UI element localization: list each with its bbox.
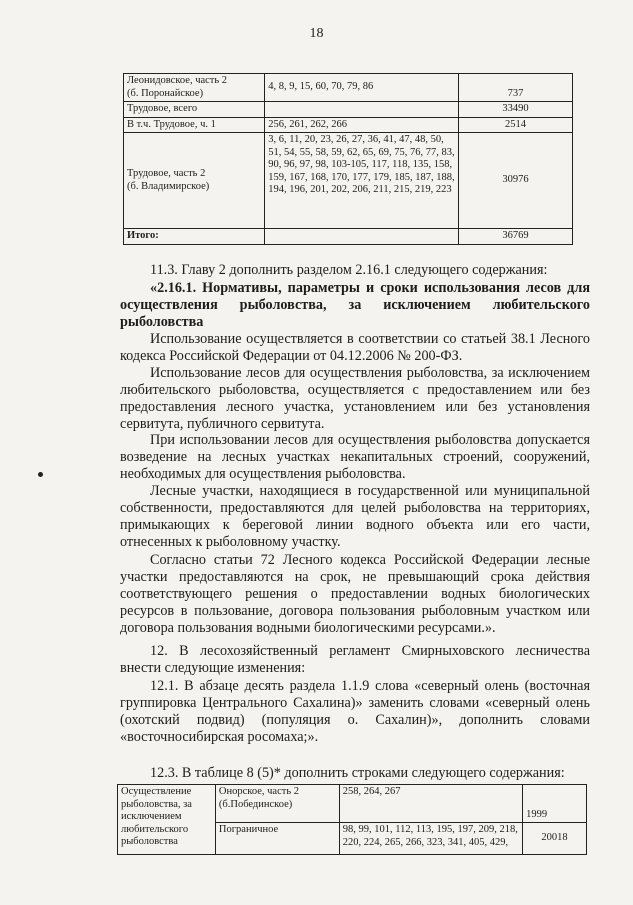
table-row-total bbox=[124, 229, 573, 245]
paragraph: Использование лесов для осуществления рыболовства, за исключением любительского рыболовства, осуществляется с предоставлением или без предоставления лесного участка, установлением или без установления сервитута, публичного сервитута. bbox=[120, 365, 590, 432]
paragraph: Использование осуществляется в соответствии со статьей 38.1 Лесного кодекса Российской Федерации от 04.12.2006 № 200-ФЗ. bbox=[120, 331, 590, 364]
forest-use-table bbox=[117, 784, 587, 855]
cell-blocks: 258, 264, 267 bbox=[339, 785, 522, 823]
cell-area: 36769 bbox=[459, 229, 573, 245]
cell-area: 737 bbox=[459, 74, 573, 102]
cell-name: Леонидовское, часть 2 (б. Поронайское) bbox=[124, 74, 265, 102]
table-row bbox=[124, 133, 573, 229]
paragraph: 12.3. В таблице 8 (5)* дополнить строками следующего содержания: bbox=[150, 765, 565, 781]
paragraph: Согласно статьи 72 Лесного кодекса Российской Федерации лесные участки предоставляются на срок, не превышающий срока действия соответствующего решения о предоставлении водных биологических ресурсов в пользование, договора пользования рыболовным участком или договора пользования водными биологическими ресурсами.». bbox=[120, 552, 590, 636]
table-row bbox=[118, 785, 587, 823]
ink-dot bbox=[38, 472, 43, 477]
paragraph: При использовании лесов для осуществления рыболовства допускается возведение на лесных участках некапитальных строений, сооружений, необходимых для осуществления рыболовства. bbox=[120, 432, 590, 482]
cell-name: В т.ч. Трудовое, ч. 1 bbox=[124, 117, 265, 133]
table-row bbox=[124, 117, 573, 133]
cell-area: 33490 bbox=[459, 102, 573, 118]
section-heading: «2.16.1. Нормативы, параметры и сроки использования лесов для осуществления рыболовства, за исключением любительского рыболовства bbox=[120, 280, 590, 330]
paragraph: 11.3. Главу 2 дополнить разделом 2.16.1 следующего содержания: bbox=[150, 262, 548, 278]
cell-blocks bbox=[265, 229, 459, 245]
cell-blocks bbox=[265, 102, 459, 118]
paragraph: Лесные участки, находящиеся в государственной или муниципальной собственности, предоставляются для целей рыболовства на территориях, примыкающих к береговой линии водного объекта или его части, отнесенных к рыболовному участку. bbox=[120, 483, 590, 550]
paragraph: 12. В лесохозяйственный регламент Смирныховского лесничества внести следующие изменения: bbox=[120, 643, 590, 676]
cell-area: 2514 bbox=[459, 117, 573, 133]
cell-area: 20018 bbox=[523, 823, 587, 855]
cell-name: Онорское, часть 2 (б.Побединское) bbox=[215, 785, 339, 823]
cell-name: Трудовое, часть 2 (б. Владимирское) bbox=[124, 133, 265, 229]
cell-blocks: 3, 6, 11, 20, 23, 26, 27, 36, 41, 47, 48, 50, 51, 54, 55, 58, 59, 62, 65, 69, 75, 76, 77, 83, 90, 96, 97, 98, 103-105, 117, 118, 135, 158, 159, 167, 168, 170, 177, 179, 185, 187, 188, 194, 196, 201, 202, 206, 211, 215, 219, 223 bbox=[265, 133, 459, 229]
cell-area: 1999 bbox=[523, 785, 587, 823]
cell-name: Трудовое, всего bbox=[124, 102, 265, 118]
cell-purpose: Осуществление рыболовства, за исключением любительского рыболовства bbox=[118, 785, 216, 855]
cell-name: Пограничное bbox=[215, 823, 339, 855]
page-number: 18 bbox=[309, 26, 324, 41]
table-row bbox=[124, 74, 573, 102]
cell-blocks: 98, 99, 101, 112, 113, 195, 197, 209, 218, 220, 224, 265, 266, 323, 341, 405, 429, bbox=[339, 823, 522, 855]
cell-blocks: 256, 261, 262, 266 bbox=[265, 117, 459, 133]
table-row bbox=[124, 102, 573, 118]
cell-blocks: 4, 8, 9, 15, 60, 70, 79, 86 bbox=[265, 74, 459, 102]
paragraph: 12.1. В абзаце десять раздела 1.1.9 слова «северный олень (восточная группировка Центрального Сахалина)» заменить словами «северный олень (охотский подвид) (популяция о. Сахалин)», дополнить словами «восточносибирская росомаха;». bbox=[120, 678, 590, 745]
cell-name: Итого: bbox=[124, 229, 265, 245]
cell-area: 30976 bbox=[459, 133, 573, 229]
forest-areas-table bbox=[123, 73, 573, 245]
